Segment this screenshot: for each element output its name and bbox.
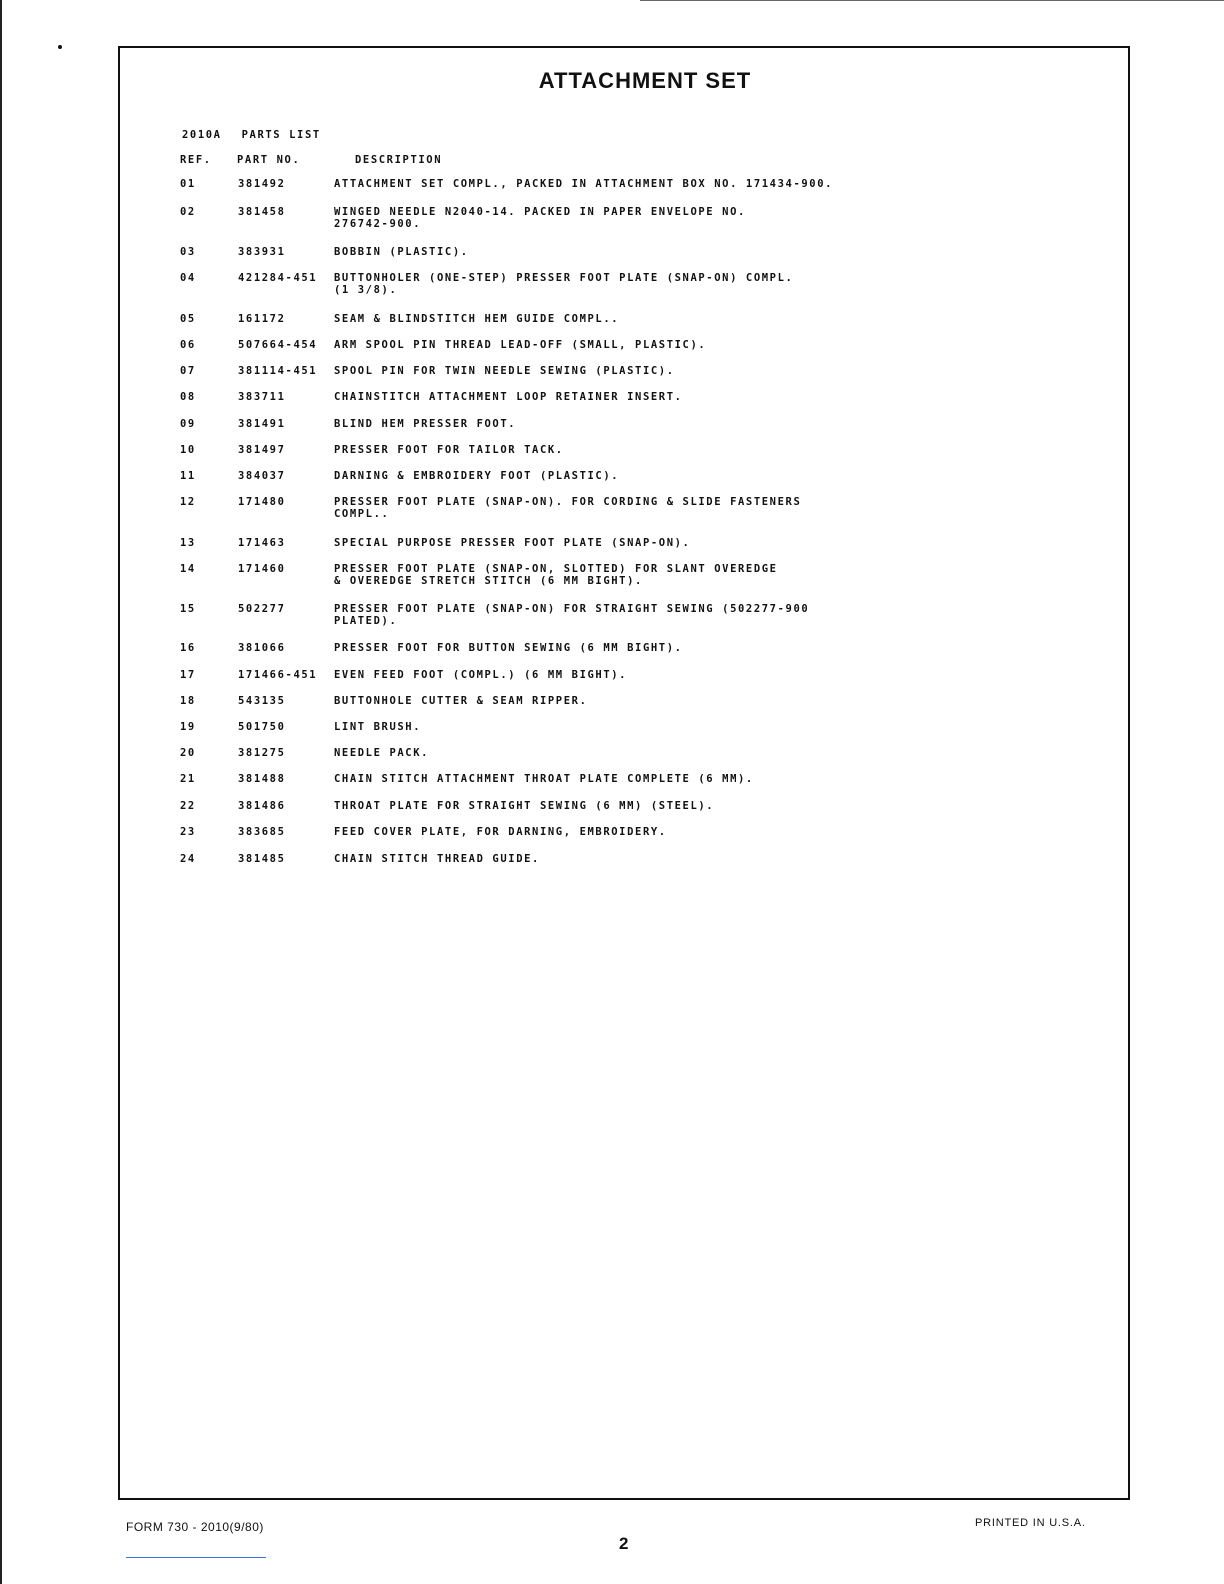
table-row xyxy=(180,642,874,654)
table-row xyxy=(180,418,874,430)
ref-cell: 04 xyxy=(180,272,196,284)
ref-cell: 18 xyxy=(180,695,196,707)
table-row xyxy=(180,313,874,325)
table-row xyxy=(180,603,874,627)
ref-cell: 17 xyxy=(180,669,196,681)
table-row xyxy=(180,773,874,785)
part-number-cell: 171466-451 xyxy=(238,669,318,681)
description-cell: ATTACHMENT SET COMPL., PACKED IN ATTACHMENT BOX NO. 171434-900. xyxy=(334,178,834,190)
part-number-cell: 381458 xyxy=(238,206,286,218)
column-header-part-no: PART NO. xyxy=(237,154,301,166)
ref-cell: 09 xyxy=(180,418,196,430)
ref-cell: 01 xyxy=(180,178,196,190)
ref-cell: 24 xyxy=(180,853,196,865)
table-row xyxy=(180,826,874,838)
part-number-cell: 421284-451 xyxy=(238,272,318,284)
description-cell: SPECIAL PURPOSE PRESSER FOOT PLATE (SNAP-ON). xyxy=(334,537,691,549)
part-number-cell: 383931 xyxy=(238,246,286,258)
scan-edge-top xyxy=(640,0,1224,1)
table-row xyxy=(180,747,874,759)
part-number-cell: 501750 xyxy=(238,721,286,733)
description-cell: CHAINSTITCH ATTACHMENT LOOP RETAINER INSERT. xyxy=(334,391,683,403)
part-number-cell: 543135 xyxy=(238,695,286,707)
part-number-cell: 381488 xyxy=(238,773,286,785)
table-row xyxy=(180,391,874,403)
part-number-cell: 381114-451 xyxy=(238,365,318,377)
parts-list-heading xyxy=(182,129,321,141)
description-cell: THROAT PLATE FOR STRAIGHT SEWING (6 MM) (STEEL). xyxy=(334,800,715,812)
description-cell: CHAIN STITCH THREAD GUIDE. xyxy=(334,853,540,865)
description-cell: SEAM & BLINDSTITCH HEM GUIDE COMPL.. xyxy=(334,313,620,325)
part-number-cell: 381486 xyxy=(238,800,286,812)
ref-cell: 08 xyxy=(180,391,196,403)
description-cell: CHAIN STITCH ATTACHMENT THROAT PLATE COMPLETE (6 MM). xyxy=(334,773,754,785)
description-cell: NEEDLE PACK. xyxy=(334,747,430,759)
description-cell: BUTTONHOLE CUTTER & SEAM RIPPER. xyxy=(334,695,588,707)
part-number-cell: 171460 xyxy=(238,563,286,575)
ref-cell: 23 xyxy=(180,826,196,838)
part-number-cell: 383685 xyxy=(238,826,286,838)
ref-cell: 03 xyxy=(180,246,196,258)
table-row xyxy=(180,470,874,482)
part-number-cell: 171463 xyxy=(238,537,286,549)
table-row xyxy=(180,669,874,681)
description-cell: DARNING & EMBROIDERY FOOT (PLASTIC). xyxy=(334,470,620,482)
table-row xyxy=(180,444,874,456)
table-row xyxy=(180,800,874,812)
table-row xyxy=(180,496,874,520)
ref-cell: 06 xyxy=(180,339,196,351)
ref-cell: 11 xyxy=(180,470,196,482)
description-cell: ARM SPOOL PIN THREAD LEAD-OFF (SMALL, PLASTIC). xyxy=(334,339,707,351)
ref-cell: 21 xyxy=(180,773,196,785)
description-cell: PRESSER FOOT FOR BUTTON SEWING (6 MM BIGHT). xyxy=(334,642,683,654)
table-row xyxy=(180,537,874,549)
ref-cell: 19 xyxy=(180,721,196,733)
form-number: FORM 730 - 2010(9/80) xyxy=(126,1520,264,1534)
ref-cell: 22 xyxy=(180,800,196,812)
table-row xyxy=(180,206,874,230)
ref-cell: 02 xyxy=(180,206,196,218)
table-row xyxy=(180,365,874,377)
column-header-description: DESCRIPTION xyxy=(355,154,443,166)
scan-edge-left xyxy=(0,0,2,1584)
scan-mark-line xyxy=(126,1557,266,1558)
description-cell: PRESSER FOOT PLATE (SNAP-ON). FOR CORDING & SLIDE FASTENERS COMPL.. xyxy=(334,496,802,520)
ref-cell: 14 xyxy=(180,563,196,575)
part-number-cell: 381491 xyxy=(238,418,286,430)
description-cell: SPOOL PIN FOR TWIN NEEDLE SEWING (PLASTIC). xyxy=(334,365,675,377)
description-cell: PRESSER FOOT PLATE (SNAP-ON) FOR STRAIGHT SEWING (502277-900 PLATED). xyxy=(334,603,810,627)
page-title: ATTACHMENT SET xyxy=(538,68,752,93)
part-number-cell: 507664-454 xyxy=(238,339,318,351)
ref-cell: 15 xyxy=(180,603,196,615)
part-number-cell: 384037 xyxy=(238,470,286,482)
part-number-cell: 171480 xyxy=(238,496,286,508)
description-cell: EVEN FEED FOOT (COMPL.) (6 MM BIGHT). xyxy=(334,669,628,681)
description-cell: PRESSER FOOT PLATE (SNAP-ON, SLOTTED) FOR SLANT OVEREDGE & OVEREDGE STRETCH STITCH (6 MM BIGHT). xyxy=(334,563,778,587)
description-cell: PRESSER FOOT FOR TAILOR TACK. xyxy=(334,444,564,456)
binder-hole-mark xyxy=(58,45,62,49)
page-number: 2 xyxy=(619,1534,629,1553)
part-number-cell: 502277 xyxy=(238,603,286,615)
table-row xyxy=(180,563,874,587)
column-header-ref: REF. xyxy=(180,154,212,166)
ref-cell: 10 xyxy=(180,444,196,456)
part-number-cell: 383711 xyxy=(238,391,286,403)
part-number-cell: 381066 xyxy=(238,642,286,654)
ref-cell: 07 xyxy=(180,365,196,377)
table-row xyxy=(180,272,874,296)
description-cell: LINT BRUSH. xyxy=(334,721,422,733)
part-number-cell: 381497 xyxy=(238,444,286,456)
part-number-cell: 161172 xyxy=(238,313,286,325)
table-row xyxy=(180,246,874,258)
table-row xyxy=(180,721,874,733)
description-cell: BOBBIN (PLASTIC). xyxy=(334,246,469,258)
part-number-cell: 381492 xyxy=(238,178,286,190)
ref-cell: 05 xyxy=(180,313,196,325)
parts-list-label: PARTS LIST xyxy=(241,129,321,141)
ref-cell: 12 xyxy=(180,496,196,508)
description-cell: FEED COVER PLATE, FOR DARNING, EMBROIDERY. xyxy=(334,826,667,838)
table-row xyxy=(180,853,874,865)
printed-in-label: PRINTED IN U.S.A. xyxy=(975,1517,1086,1529)
description-cell: BUTTONHOLER (ONE-STEP) PRESSER FOOT PLATE (SNAP-ON) COMPL. (1 3/8). xyxy=(334,272,794,296)
description-cell: WINGED NEEDLE N2040-14. PACKED IN PAPER ENVELOPE NO. 276742-900. xyxy=(334,206,746,230)
part-number-cell: 381275 xyxy=(238,747,286,759)
ref-cell: 20 xyxy=(180,747,196,759)
model-number: 2010A xyxy=(182,129,222,141)
ref-cell: 16 xyxy=(180,642,196,654)
table-row xyxy=(180,695,874,707)
ref-cell: 13 xyxy=(180,537,196,549)
table-row xyxy=(180,178,874,190)
part-number-cell: 381485 xyxy=(238,853,286,865)
table-row xyxy=(180,339,874,351)
description-cell: BLIND HEM PRESSER FOOT. xyxy=(334,418,517,430)
